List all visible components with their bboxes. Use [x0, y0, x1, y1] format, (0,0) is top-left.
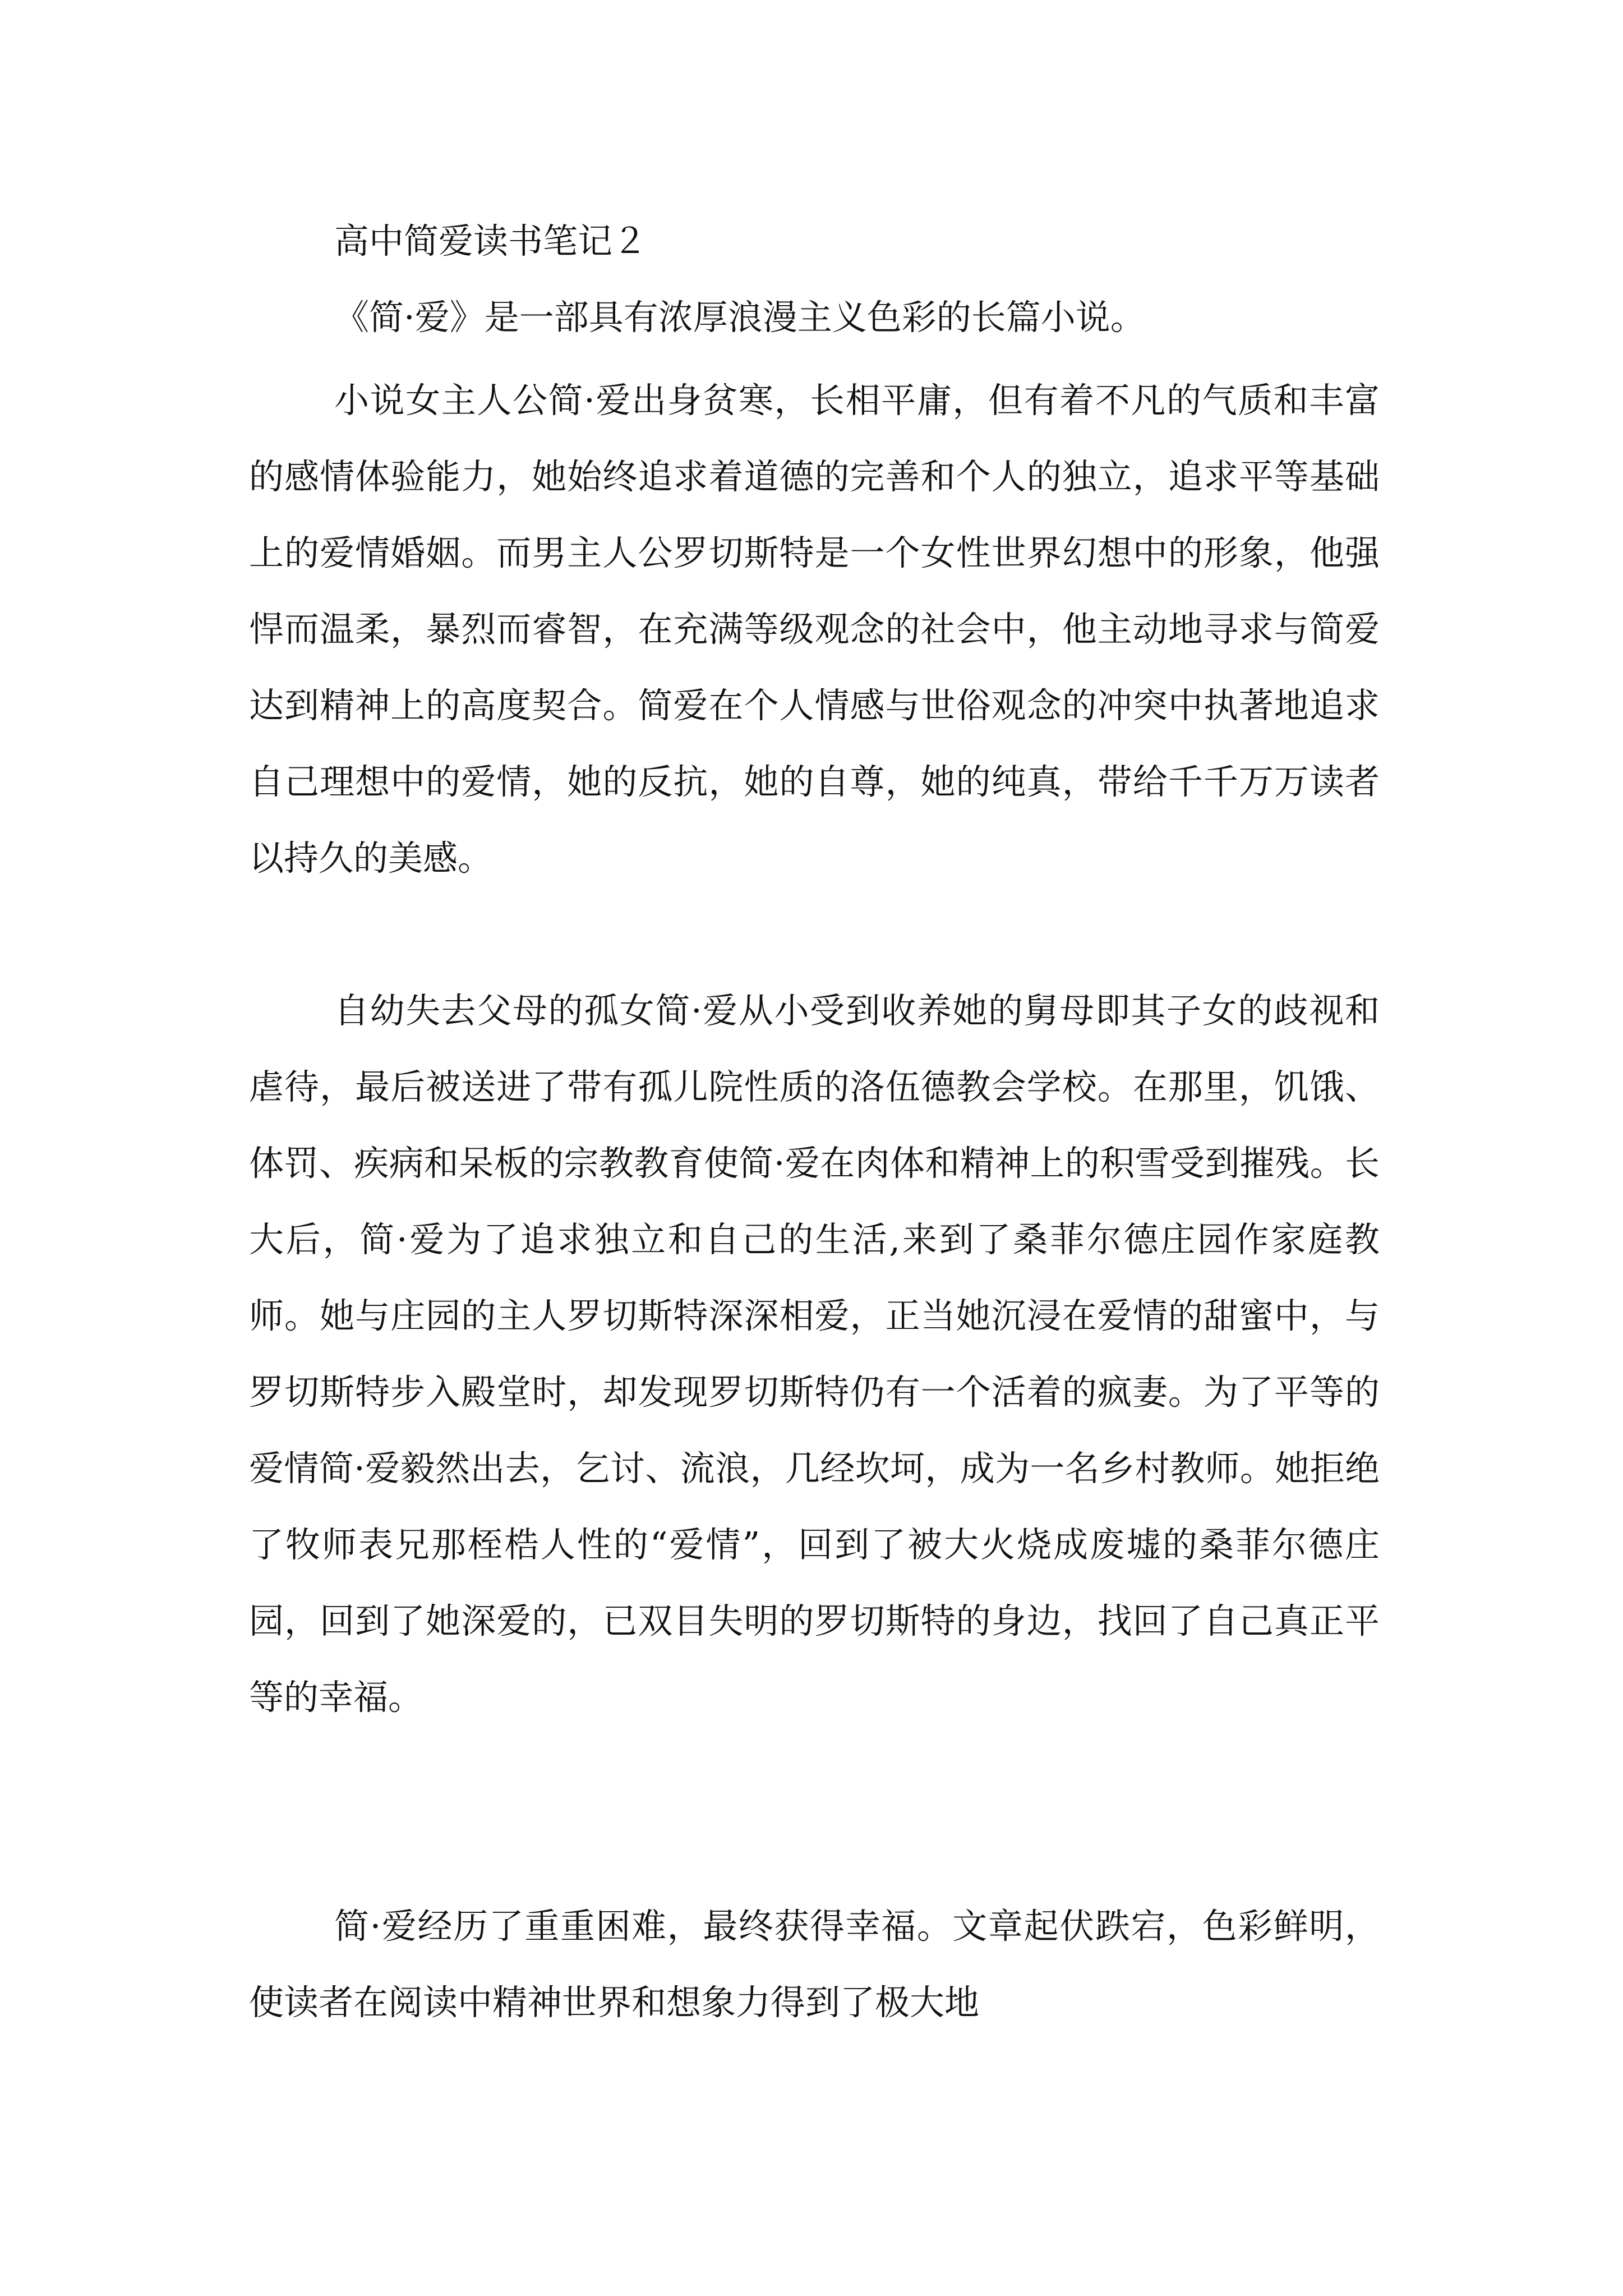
paragraph-2: 自幼失去父母的孤女简·爱从小受到收养她的舅母即其子女的歧视和虐待，最后被送进了带有孤儿院性质的洛伍德教会学校。在那里，饥饿、体罚、疾病和呆板的宗教教育使简·爱在肉体和精神上的积雪受到摧残。长大后，简·爱为了追求独立和自己的生活,来到了桑菲尔德庄园作家庭教师。她与庄园的主人罗切斯特深深相爱，正当她沉浸在爱情的甜蜜中，与罗切斯特步入殿堂时，却发现罗切斯特仍有一个活着的疯妻。为了平等的爱情简·爱毅然出去，乞讨、流浪，几经坎坷，成为一名乡村教师。她拒绝了牧师表兄那桎梏人性的“爱情”，回到了被大火烧成废墟的桑菲尔德庄园，回到了她深爱的，已双目失明的罗切斯特的身边，找回了自己真正平等的幸福。 [249, 990, 1380, 1718]
paragraph-3: 简·爱经历了重重困难，最终获得幸福。文章起伏跌宕，色彩鲜明，使读者在阅读中精神世界和想象力得到了极大地 [249, 1906, 1380, 2023]
paragraph-1: 小说女主人公简·爱出身贫寒，长相平庸，但有着不凡的气质和丰富的感情体验能力，她始终追求着道德的完善和个人的独立，追求平等基础上的爱情婚姻。而男主人公罗切斯特是一个女性世界幻想中的形象，他强悍而温柔，暴烈而睿智，在充满等级观念的社会中，他主动地寻求与简爱达到精神上的高度契合。简爱在个人情感与世俗观念的冲突中执著地追求自己理想中的爱情，她的反抗，她的自尊，她的纯真，带给千千万万读者以持久的美感。 [249, 380, 1380, 878]
document-intro: 《简·爱》是一部具有浓厚浪漫主义色彩的长篇小说。 [334, 297, 1145, 338]
document-title: 高中简爱读书笔记２ [334, 220, 648, 261]
